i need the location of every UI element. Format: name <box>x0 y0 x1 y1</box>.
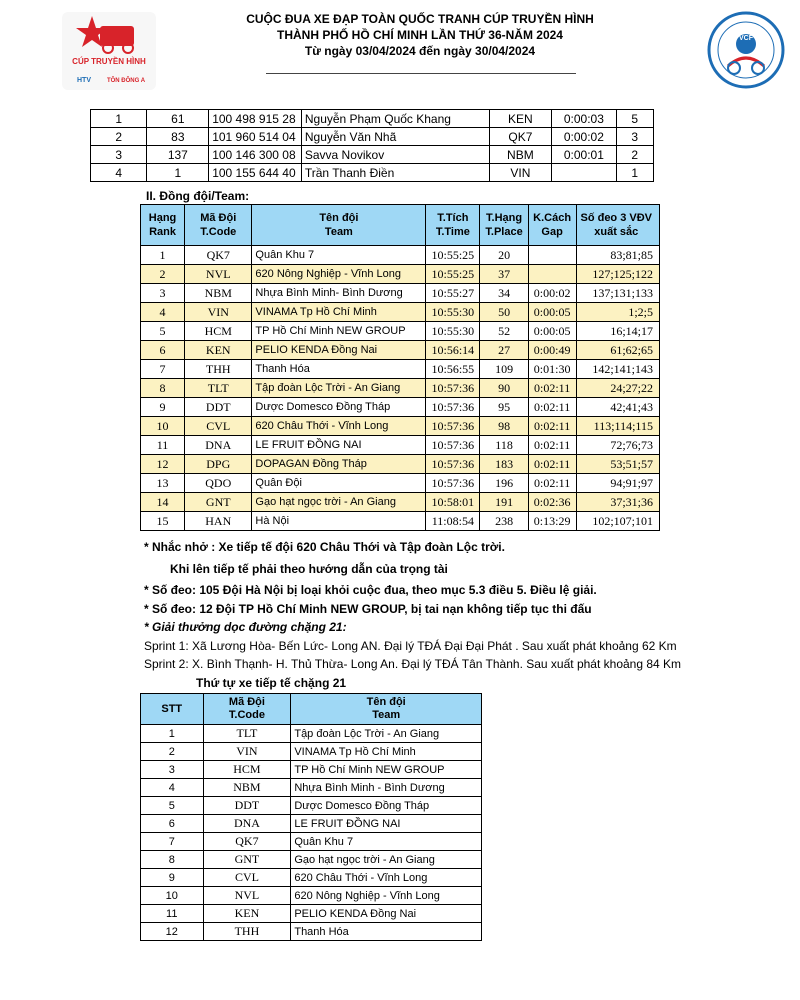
team-rank: 12 <box>141 455 185 474</box>
team-gap <box>528 265 576 284</box>
team-row <box>141 303 660 322</box>
rider-time <box>552 164 616 182</box>
rider-team: NBM <box>489 146 552 164</box>
rider-team: KEN <box>489 110 552 128</box>
order-row <box>141 869 482 887</box>
team-gap: 0:00:49 <box>528 341 576 360</box>
rider-row <box>91 128 654 146</box>
col-rank: Hạng Rank <box>141 205 185 246</box>
team-best-riders: 127;125;122 <box>576 265 660 284</box>
team-total-place: 50 <box>480 303 528 322</box>
header-title-line2: THÀNH PHỐ HỒ CHÍ MINH LẦN THỨ 36-NĂM 2024 <box>277 28 563 42</box>
rider-points: 1 <box>616 164 653 182</box>
team-best-riders: 16;14;17 <box>576 322 660 341</box>
team-gap: 0:02:11 <box>528 379 576 398</box>
team-row <box>141 512 660 531</box>
team-total-place: 52 <box>480 322 528 341</box>
team-code: DPG <box>185 455 252 474</box>
team-total-place: 37 <box>480 265 528 284</box>
team-row <box>141 417 660 436</box>
team-name: Nhựa Bình Minh- Bình Dương <box>252 284 426 303</box>
rider-bib: 83 <box>147 128 209 146</box>
col-order-team: Tên đội Team <box>291 694 482 725</box>
col-order-code: Mã Đội T.Code <box>203 694 291 725</box>
rider-uci-id: 100 146 300 08 <box>209 146 302 164</box>
header-divider <box>266 73 576 74</box>
team-rank: 5 <box>141 322 185 341</box>
team-code: VIN <box>185 303 252 322</box>
team-best-riders: 72;76;73 <box>576 436 660 455</box>
order-row <box>141 815 482 833</box>
support-order-title: Thứ tự xe tiếp tế chặng 21 <box>196 676 347 690</box>
col-team-code: Mã Đội T.Code <box>185 205 252 246</box>
order-team-code: DDT <box>203 797 291 815</box>
vcf-logo-text: VCF <box>739 35 753 42</box>
team-code: TLT <box>185 379 252 398</box>
order-team-code: NBM <box>203 779 291 797</box>
team-name: Thanh Hóa <box>252 360 426 379</box>
team-code: NBM <box>185 284 252 303</box>
rider-time: 0:00:01 <box>552 146 616 164</box>
rider-name: Trần Thanh Điền <box>301 164 489 182</box>
team-total-place: 95 <box>480 398 528 417</box>
rider-bib: 137 <box>147 146 209 164</box>
rider-uci-id: 101 960 514 04 <box>209 128 302 146</box>
team-code: HCM <box>185 322 252 341</box>
team-total-time: 10:55:27 <box>426 284 480 303</box>
rider-row <box>91 164 654 182</box>
team-rank: 3 <box>141 284 185 303</box>
order-stt: 7 <box>141 833 204 851</box>
team-total-time: 10:55:30 <box>426 322 480 341</box>
team-total-time: 10:56:14 <box>426 341 480 360</box>
rider-row <box>91 146 654 164</box>
order-row <box>141 923 482 941</box>
team-gap: 0:02:11 <box>528 474 576 493</box>
team-code: HAN <box>185 512 252 531</box>
order-team-code: NVL <box>203 887 291 905</box>
team-total-time: 11:08:54 <box>426 512 480 531</box>
team-total-place: 196 <box>480 474 528 493</box>
sprint-1: Sprint 1: Xã Lương Hòa- Bến Lức- Long AN. Đại lý TĐÁ Đại Đại Phát . Sau xuất phát khoảng 62 Km <box>144 639 677 653</box>
order-stt: 5 <box>141 797 204 815</box>
order-row <box>141 761 482 779</box>
team-row <box>141 379 660 398</box>
team-code: DDT <box>185 398 252 417</box>
team-best-riders: 142;141;143 <box>576 360 660 379</box>
team-name: Quân Đội <box>252 474 426 493</box>
note-accident: * Số đeo: 12 Đội TP Hồ Chí Minh NEW GROUP, bị tai nạn không tiếp tục thi đấu <box>144 602 592 616</box>
team-total-place: 183 <box>480 455 528 474</box>
team-total-time: 10:57:36 <box>426 436 480 455</box>
order-stt: 1 <box>141 725 204 743</box>
team-total-time: 10:57:36 <box>426 455 480 474</box>
team-total-time: 10:55:25 <box>426 246 480 265</box>
team-row <box>141 360 660 379</box>
team-best-riders: 37;31;36 <box>576 493 660 512</box>
team-rank: 11 <box>141 436 185 455</box>
team-name: Tập đoàn Lộc Trời - An Giang <box>252 379 426 398</box>
team-gap: 0:02:11 <box>528 417 576 436</box>
order-team-name: Dược Domesco Đồng Tháp <box>291 797 482 815</box>
col-stt: STT <box>141 694 204 725</box>
team-total-time: 10:56:55 <box>426 360 480 379</box>
team-row <box>141 322 660 341</box>
team-name: PELIO KENDA Đồng Nai <box>252 341 426 360</box>
team-code: QDO <box>185 474 252 493</box>
order-team-code: KEN <box>203 905 291 923</box>
team-row <box>141 398 660 417</box>
team-total-place: 238 <box>480 512 528 531</box>
team-total-place: 191 <box>480 493 528 512</box>
team-best-riders: 24;27;22 <box>576 379 660 398</box>
team-code: GNT <box>185 493 252 512</box>
order-stt: 6 <box>141 815 204 833</box>
team-code: THH <box>185 360 252 379</box>
team-gap: 0:00:05 <box>528 303 576 322</box>
order-team-name: Gạo hạt ngọc trời - An Giang <box>291 851 482 869</box>
team-gap: 0:02:11 <box>528 436 576 455</box>
order-row <box>141 797 482 815</box>
order-team-name: Thanh Hóa <box>291 923 482 941</box>
rider-points: 5 <box>616 110 653 128</box>
team-row <box>141 265 660 284</box>
note-disqualification: * Số đeo: 105 Đội Hà Nội bị loại khỏi cuộc đua, theo mục 5.3 điều 5. Điều lệ giải. <box>144 583 597 597</box>
rider-points: 3 <box>616 128 653 146</box>
team-rank: 4 <box>141 303 185 322</box>
team-code: QK7 <box>185 246 252 265</box>
team-row <box>141 436 660 455</box>
team-gap: 0:13:29 <box>528 512 576 531</box>
team-total-place: 98 <box>480 417 528 436</box>
order-team-name: PELIO KENDA Đồng Nai <box>291 905 482 923</box>
team-row <box>141 493 660 512</box>
team-name: 620 Châu Thới - Vĩnh Long <box>252 417 426 436</box>
order-team-code: QK7 <box>203 833 291 851</box>
team-total-time: 10:58:01 <box>426 493 480 512</box>
logo-sponsor-tondonga: TÔN ĐÔNG A <box>106 78 146 84</box>
order-stt: 4 <box>141 779 204 797</box>
team-section-title: II. Đồng đội/Team: <box>146 189 250 203</box>
team-best-riders: 113;114;115 <box>576 417 660 436</box>
team-best-riders: 1;2;5 <box>576 303 660 322</box>
col-best-riders: Số đeo 3 VĐV xuất sắc <box>576 205 660 246</box>
team-total-place: 34 <box>480 284 528 303</box>
team-classification-table <box>140 204 660 531</box>
order-stt: 11 <box>141 905 204 923</box>
order-stt: 9 <box>141 869 204 887</box>
team-name: 620 Nông Nghiệp - Vĩnh Long <box>252 265 426 284</box>
team-gap: 0:02:11 <box>528 455 576 474</box>
note-reminder: * Nhắc nhở : Xe tiếp tế đội 620 Châu Thới và Tập đoàn Lộc trời. <box>144 540 505 554</box>
cup-logo <box>62 12 156 90</box>
order-team-code: THH <box>203 923 291 941</box>
team-name: DOPAGAN Đồng Tháp <box>252 455 426 474</box>
note-prizes-heading: * Giải thưởng dọc đường chặng 21: <box>144 620 347 634</box>
order-team-code: GNT <box>203 851 291 869</box>
order-stt: 8 <box>141 851 204 869</box>
team-row <box>141 341 660 360</box>
rider-team: VIN <box>489 164 552 182</box>
team-best-riders: 53;51;57 <box>576 455 660 474</box>
order-team-code: DNA <box>203 815 291 833</box>
team-total-place: 20 <box>480 246 528 265</box>
team-total-time: 10:55:25 <box>426 265 480 284</box>
team-code: CVL <box>185 417 252 436</box>
order-team-name: 620 Châu Thới - Vĩnh Long <box>291 869 482 887</box>
header-date-range: Từ ngày 03/04/2024 đến ngày 30/04/2024 <box>304 44 536 58</box>
team-best-riders: 102;107;101 <box>576 512 660 531</box>
team-row <box>141 284 660 303</box>
team-best-riders: 61;62;65 <box>576 341 660 360</box>
rider-rank: 2 <box>91 128 147 146</box>
order-stt: 10 <box>141 887 204 905</box>
order-team-name: Quân Khu 7 <box>291 833 482 851</box>
order-team-code: VIN <box>203 743 291 761</box>
order-stt: 2 <box>141 743 204 761</box>
rider-rank: 1 <box>91 110 147 128</box>
team-best-riders: 137;131;133 <box>576 284 660 303</box>
sprint-2: Sprint 2: X. Bình Thạnh- H. Thủ Thừa- Long An. Đại lý TĐÁ Tân Thành. Sau xuất phát khoảng 84 Km <box>144 657 682 671</box>
order-row <box>141 779 482 797</box>
rider-name: Nguyễn Văn Nhã <box>301 128 489 146</box>
order-team-name: Nhựa Bình Minh - Bình Dương <box>291 779 482 797</box>
rider-uci-id: 100 155 644 40 <box>209 164 302 182</box>
team-gap: 0:00:02 <box>528 284 576 303</box>
team-gap: 0:01:30 <box>528 360 576 379</box>
rider-bib: 1 <box>147 164 209 182</box>
team-gap: 0:02:11 <box>528 398 576 417</box>
rider-bib: 61 <box>147 110 209 128</box>
order-row <box>141 833 482 851</box>
team-total-time: 10:57:36 <box>426 398 480 417</box>
logo-sponsor-htv: HTV <box>77 77 91 84</box>
order-team-name: VINAMA Tp Hồ Chí Minh <box>291 743 482 761</box>
team-total-place: 118 <box>480 436 528 455</box>
team-rank: 13 <box>141 474 185 493</box>
team-total-time: 10:57:36 <box>426 417 480 436</box>
team-best-riders: 42;41;43 <box>576 398 660 417</box>
team-name: VINAMA Tp Hồ Chí Minh <box>252 303 426 322</box>
rider-team: QK7 <box>489 128 552 146</box>
order-team-code: TLT <box>203 725 291 743</box>
team-code: KEN <box>185 341 252 360</box>
team-total-time: 10:55:30 <box>426 303 480 322</box>
order-row <box>141 887 482 905</box>
team-name: LE FRUIT ĐỒNG NAI <box>252 436 426 455</box>
rider-rank: 3 <box>91 146 147 164</box>
team-best-riders: 94;91;97 <box>576 474 660 493</box>
team-best-riders: 83;81;85 <box>576 246 660 265</box>
team-code: NVL <box>185 265 252 284</box>
order-team-code: HCM <box>203 761 291 779</box>
team-row <box>141 246 660 265</box>
team-row <box>141 455 660 474</box>
team-rank: 1 <box>141 246 185 265</box>
team-code: DNA <box>185 436 252 455</box>
rider-time: 0:00:02 <box>552 128 616 146</box>
team-rank: 2 <box>141 265 185 284</box>
support-order-table <box>140 693 482 941</box>
rider-uci-id: 100 498 915 28 <box>209 110 302 128</box>
header-title-line1: CUỘC ĐUA XE ĐẠP TOÀN QUỐC TRANH CÚP TRUYỀN HÌNH <box>246 12 594 26</box>
team-rank: 8 <box>141 379 185 398</box>
rider-name: Savva Novikov <box>301 146 489 164</box>
team-rank: 6 <box>141 341 185 360</box>
rider-points: 2 <box>616 146 653 164</box>
col-total-place: T.Hạng T.Place <box>480 205 528 246</box>
team-name: Quân Khu 7 <box>252 246 426 265</box>
team-total-place: 90 <box>480 379 528 398</box>
col-gap: K.Cách Gap <box>528 205 576 246</box>
rider-row <box>91 110 654 128</box>
team-row <box>141 474 660 493</box>
team-name: TP Hồ Chí Minh NEW GROUP <box>252 322 426 341</box>
team-total-place: 109 <box>480 360 528 379</box>
team-rank: 15 <box>141 512 185 531</box>
team-total-time: 10:57:36 <box>426 379 480 398</box>
col-team-name: Tên đội Team <box>252 205 426 246</box>
col-total-time: T.Tích T.Time <box>426 205 480 246</box>
order-row <box>141 905 482 923</box>
rider-results-table <box>90 109 654 182</box>
order-team-name: 620 Nông Nghiệp - Vĩnh Long <box>291 887 482 905</box>
team-name: Dược Domesco Đồng Tháp <box>252 398 426 417</box>
logo-title: CÚP TRUYỀN HÌNH <box>72 57 146 66</box>
order-stt: 12 <box>141 923 204 941</box>
vcf-logo <box>706 10 786 90</box>
team-rank: 9 <box>141 398 185 417</box>
team-gap: 0:00:05 <box>528 322 576 341</box>
order-row <box>141 725 482 743</box>
team-total-time: 10:57:36 <box>426 474 480 493</box>
rider-time: 0:00:03 <box>552 110 616 128</box>
team-rank: 10 <box>141 417 185 436</box>
team-name: Hà Nội <box>252 512 426 531</box>
order-team-name: LE FRUIT ĐỒNG NAI <box>291 815 482 833</box>
team-total-place: 27 <box>480 341 528 360</box>
order-row <box>141 743 482 761</box>
rider-rank: 4 <box>91 164 147 182</box>
team-gap <box>528 246 576 265</box>
order-team-code: CVL <box>203 869 291 887</box>
team-name: Gạo hạt ngọc trời - An Giang <box>252 493 426 512</box>
order-stt: 3 <box>141 761 204 779</box>
order-team-name: Tập đoàn Lộc Trời - An Giang <box>291 725 482 743</box>
rider-name: Nguyễn Phạm Quốc Khang <box>301 110 489 128</box>
order-team-name: TP Hồ Chí Minh NEW GROUP <box>291 761 482 779</box>
team-gap: 0:02:36 <box>528 493 576 512</box>
team-rank: 14 <box>141 493 185 512</box>
order-row <box>141 851 482 869</box>
note-referee-guidance: Khi lên tiếp tế phải theo hướng dẫn của trọng tài <box>170 562 448 576</box>
team-rank: 7 <box>141 360 185 379</box>
